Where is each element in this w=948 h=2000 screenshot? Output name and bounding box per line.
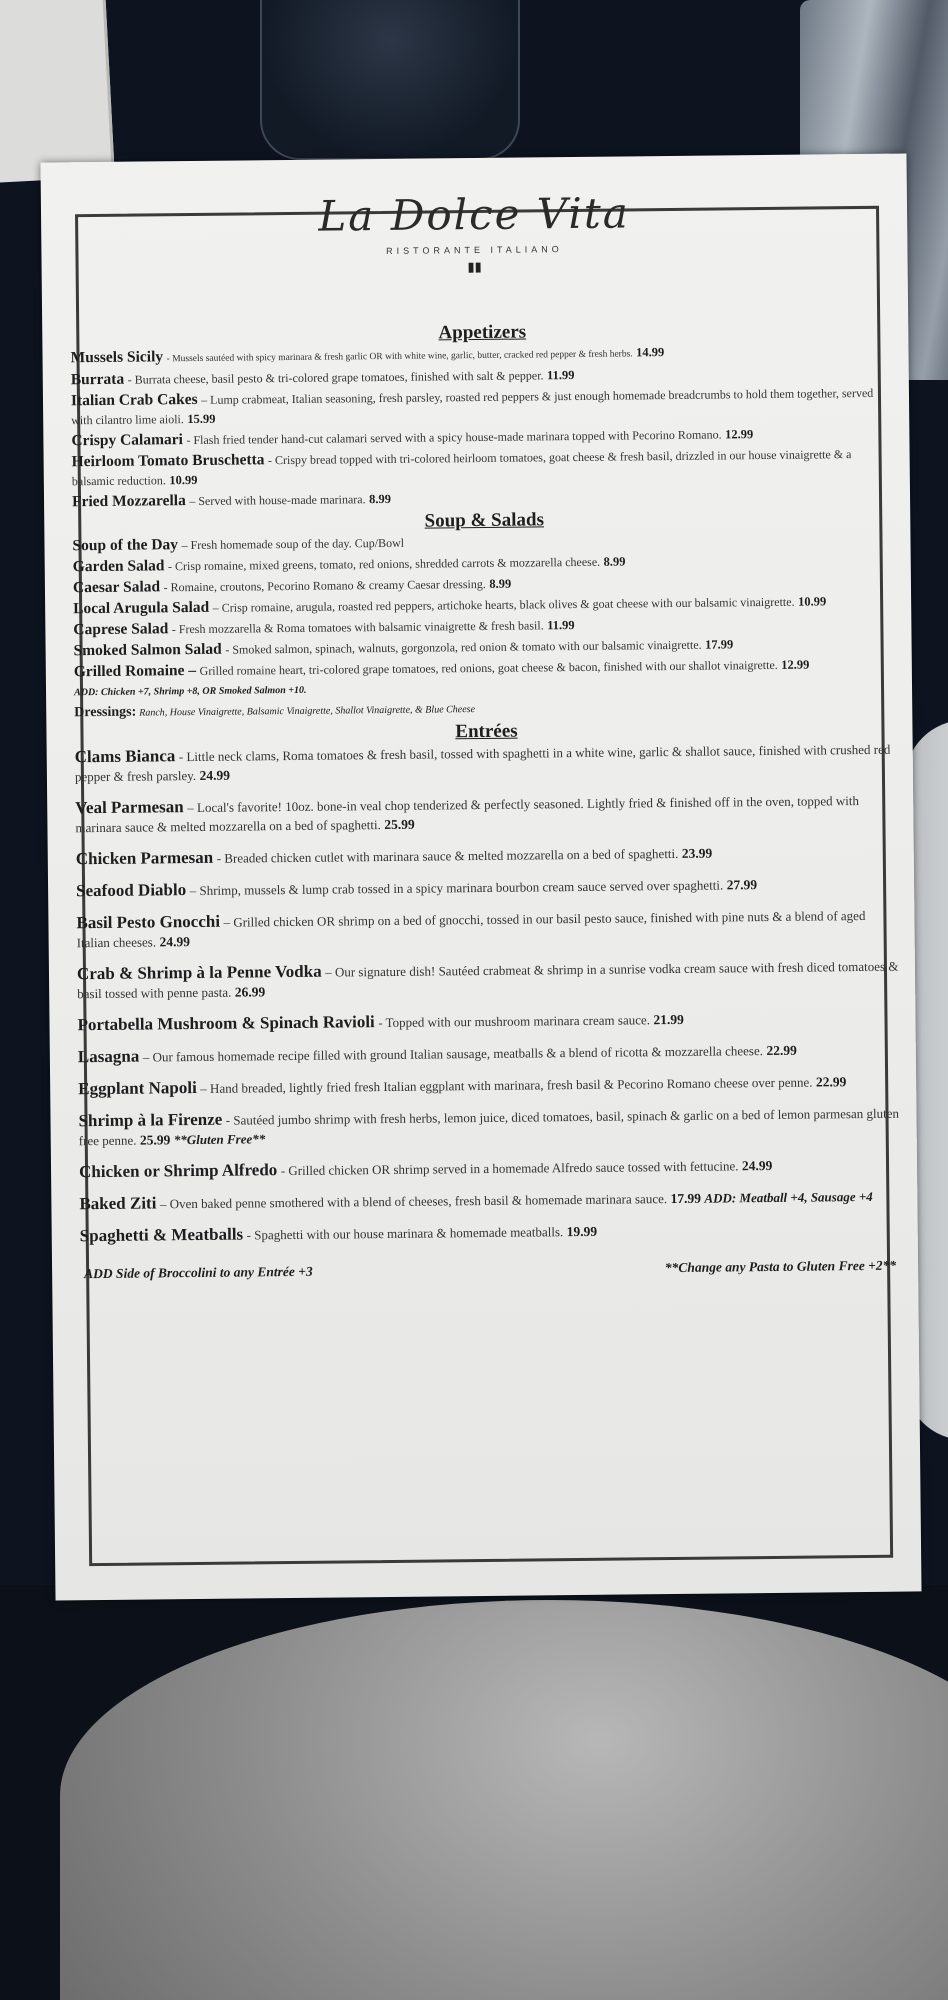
menu-item-price: 8.99 (603, 554, 626, 569)
section-title-entrees: Entrées (455, 720, 518, 743)
background-glass (260, 0, 520, 160)
menu-item-description: – Hand breaded, lightly fried fresh Italian eggplant with marinara, fresh basil & Pecorino Romano cheese over penne. (200, 1074, 813, 1096)
menu-item-price: 10.99 (169, 472, 198, 488)
menu-item-name: Italian Crab Cakes (70, 390, 198, 410)
menu-item-price: 24.99 (741, 1157, 773, 1174)
menu-item-price: 11.99 (546, 367, 575, 383)
menu-item-name: Heirloom Tomato Bruschetta (71, 451, 265, 471)
menu-item-name: Smoked Salmon Salad (73, 640, 222, 660)
menu-item-name: Basil Pesto Gnocchi (76, 911, 221, 933)
menu-item-price: 14.99 (636, 345, 665, 360)
menu-item (76, 906, 900, 954)
restaurant-name: La Dolce Vita (318, 188, 630, 241)
menu-item-name: Chicken or Shrimp Alfredo (78, 1160, 278, 1182)
menu-item (76, 874, 900, 903)
menu-item (72, 445, 896, 492)
menu-item-description: - Spaghetti with our house marinara & homemade meatballs. (246, 1224, 564, 1243)
restaurant-subtitle: RISTORANTE ITALIANO (386, 244, 563, 256)
menu-item (78, 1072, 902, 1101)
entrees-list (75, 740, 904, 1248)
menu-item-description: - Flash fried tender hand-cut calamari served with a spicy house-made marinara topped with Pecorino Romano. (186, 427, 722, 448)
menu-item-description: – Our signature dish! Sautéed crabmeat & shrimp in a sunrise vodka cream sauce with fresh diced tomatoes & basil tossed with penne pasta. (77, 958, 899, 1002)
menu-item-name: Spaghetti & Meatballs (79, 1224, 244, 1246)
menu-content (70, 316, 904, 1284)
menu-item-description: - Little neck clams, Roma tomatoes & fresh basil, tossed with spaghetti in a white wine, garlic & shallot sauce, finished with crushed red pepper & fresh parsley. (74, 741, 891, 785)
menu-item-description: - Smoked salmon, spinach, walnuts, gorgonzola, red onion & tomato with our balsamic vinaigrette. (225, 637, 702, 657)
menu-item (78, 1040, 902, 1069)
menu-item-description: - Mussels sautéed with spicy marinara & fresh garlic OR with white wine, garlic, butter, cracked red pepper & fresh herbs. (166, 349, 633, 365)
menu-item (75, 791, 899, 839)
menu-item-name: Caesar Salad (72, 578, 161, 597)
menu-item-description: – Local's favorite! 10oz. bone-in veal chop tenderized & perfectly seasoned. Lightly fried & finished off in the oven, topped with marinara sauce & melted mozzarella on a bed of spaghetti. (75, 793, 860, 836)
menu-item-description: - Grilled chicken OR shrimp served in a homemade Alfredo sauce tossed with fettucine. (280, 1158, 739, 1179)
menu-item-name: Baked Ziti (79, 1193, 157, 1214)
menu-item-name: Fried Mozzarella (71, 492, 186, 511)
menu-item-name: Crab & Shrimp à la Penne Vodka (76, 961, 322, 984)
menu-item (80, 1219, 904, 1248)
menu-item-price: 22.99 (766, 1042, 797, 1059)
menu-item-price: 8.99 (369, 491, 392, 507)
dressings-label: Dressings: (74, 704, 137, 721)
menu-item-description: - Crisp romaine, mixed greens, tomato, red onions, shredded carrots & mozzarella cheese. (167, 554, 601, 574)
menu-item-price: 11.99 (547, 618, 575, 633)
menu-item-price: 19.99 (566, 1223, 598, 1240)
menu-item-name: Veal Parmesan (75, 797, 184, 818)
menu-item-description: – Shrimp, mussels & lump crab tossed in a spicy marinara bourbon cream sauce served over spaghetti. (189, 877, 724, 899)
background-menu-card (0, 0, 115, 183)
logo-mark-icon: ▮▮ (467, 258, 482, 275)
menu-item (71, 384, 895, 431)
soups-list (72, 529, 897, 683)
menu-item (79, 1187, 903, 1216)
section-title-soups: Soup & Salads (424, 509, 545, 532)
menu-item-price: 23.99 (681, 845, 713, 861)
menu-item-description: - Breaded chicken cutlet with marinara sauce & melted mozzarella on a bed of spaghetti. (216, 845, 679, 866)
menu-item-name: Local Arugula Salad (73, 598, 210, 618)
footer-broccolini-note: ADD Side of Broccolini to any Entrée +3 (84, 1263, 313, 1282)
menu-item-price: 15.99 (187, 411, 216, 427)
menu-item-name: Seafood Diablo (76, 880, 187, 901)
menu-item-price: 26.99 (234, 984, 266, 1000)
menu-item-price: 8.99 (489, 576, 512, 591)
menu-item-name: Mussels Sicily (70, 348, 164, 367)
menu-item-price: 10.99 (797, 594, 827, 609)
menu-item-description: - Burrata cheese, basil pesto & tri-colored grape tomatoes, finished with salt & pepper. (127, 368, 544, 387)
menu-paper (40, 154, 921, 1601)
salad-addon-note: ADD: Chicken +7, Shrimp +8, OR Smoked Salmon +10. (73, 684, 307, 699)
menu-item (77, 957, 901, 1005)
menu-item-tag: ADD: Meatball +4, Sausage +4 (704, 1188, 873, 1206)
menu-item (78, 1104, 902, 1152)
menu-item-price: 12.99 (781, 657, 810, 672)
menu-item-price: 12.99 (724, 427, 754, 442)
appetizers-list (70, 341, 896, 513)
menu-item-name: Eggplant Napoli (78, 1077, 197, 1099)
menu-item-price: 25.99 (139, 1132, 171, 1148)
menu-item-description: - Fresh mozzarella & Roma tomatoes with balsamic vinaigrette & fresh basil. (171, 618, 544, 637)
menu-item (77, 1008, 901, 1037)
menu-item-name: Shrimp à la Firenze (78, 1109, 223, 1131)
menu-item-price: 22.99 (815, 1074, 847, 1090)
menu-item-description: - Topped with our mushroom marinara cream sauce. (378, 1012, 651, 1031)
menu-item-name: Soup of the Day (72, 536, 179, 555)
menu-item-description: – Lump crabmeat, Italian seasoning, fresh parsley, roasted red peppers & just enough homemade breadcrumbs to hold them together, served with cilantro lime aioli. (71, 385, 874, 428)
menu-item-price: 24.99 (159, 934, 191, 950)
menu-item-price: 17.99 (705, 637, 734, 652)
menu-item-description: – Grilled chicken OR shrimp on a bed of gnocchi, tossed in our basil pesto sauce, finished with pine nuts & a blend of aged Italian cheeses. (76, 907, 866, 951)
menu-item-description: - Sautéed jumbo shrimp with fresh herbs, lemon juice, diced tomatoes, basil, spinach & garlic on a bed of lemon parmesan gluten free penne. (78, 1105, 900, 1149)
menu-item-description: – Fresh homemade soup of the day. Cup/Bowl (181, 535, 405, 553)
menu-item-name: Chicken Parmesan (75, 847, 214, 869)
menu-item (76, 842, 900, 871)
menu-item-description: – Our famous homemade recipe filled with ground Italian sausage, meatballs & a blend of ricotta & mozzarella cheese. (142, 1043, 764, 1065)
menu-item-description: - Crispy bread topped with tri-colored heirloom tomatoes, goat cheese & fresh basil, drizzled in our house vinaigrette & a balsamic reduction. (71, 447, 852, 489)
section-title-appetizers: Appetizers (438, 321, 527, 344)
menu-item-name: Lasagna (77, 1046, 140, 1067)
menu-item-name: Crispy Calamari (71, 431, 184, 450)
menu-item-description: – Served with house-made marinara. (189, 492, 366, 509)
menu-item (75, 740, 899, 788)
menu-item-price: 25.99 (384, 816, 415, 833)
menu-item-tag: **Gluten Free** (173, 1131, 266, 1148)
menu-item-name: Caprese Salad (73, 620, 169, 639)
menu-item-name: Garden Salad (72, 557, 165, 576)
menu-item-name: Clams Bianca (74, 746, 176, 767)
footer-gluten-free-note: **Change any Pasta to Gluten Free +2** (664, 1257, 897, 1276)
menu-item-price: 27.99 (726, 877, 758, 893)
menu-item-price: 17.99 (670, 1190, 702, 1207)
menu-item-price: 24.99 (199, 767, 231, 783)
menu-item-name: Portabella Mushroom & Spinach Ravioli (77, 1012, 375, 1035)
menu-item-name: Grilled Romaine – (73, 661, 197, 681)
menu-item-description: – Oven baked penne smothered with a blend of cheeses, fresh basil & homemade marinara sauce. (159, 1191, 668, 1212)
menu-item (79, 1155, 903, 1184)
menu-item-name: Burrata (70, 370, 125, 389)
menu-item-description: – Crisp romaine, arugula, roasted red peppers, artichoke hearts, black olives & goat cheese with our balsamic vinaigrette. (212, 594, 795, 615)
menu-item-price: 21.99 (653, 1011, 684, 1028)
menu-item-description: - Romaine, croutons, Pecorino Romano & creamy Caesar dressing. (163, 576, 486, 595)
restaurant-logo (41, 186, 908, 280)
dressings-list: Ranch, House Vinaigrette, Balsamic Vinaigrette, Shallot Vinaigrette, & Blue Cheese (139, 704, 476, 719)
menu-item-description: Grilled romaine heart, tri-colored grape tomatoes, red onions, goat cheese & bacon, finished with our shallot vinaigrette. (199, 657, 778, 678)
